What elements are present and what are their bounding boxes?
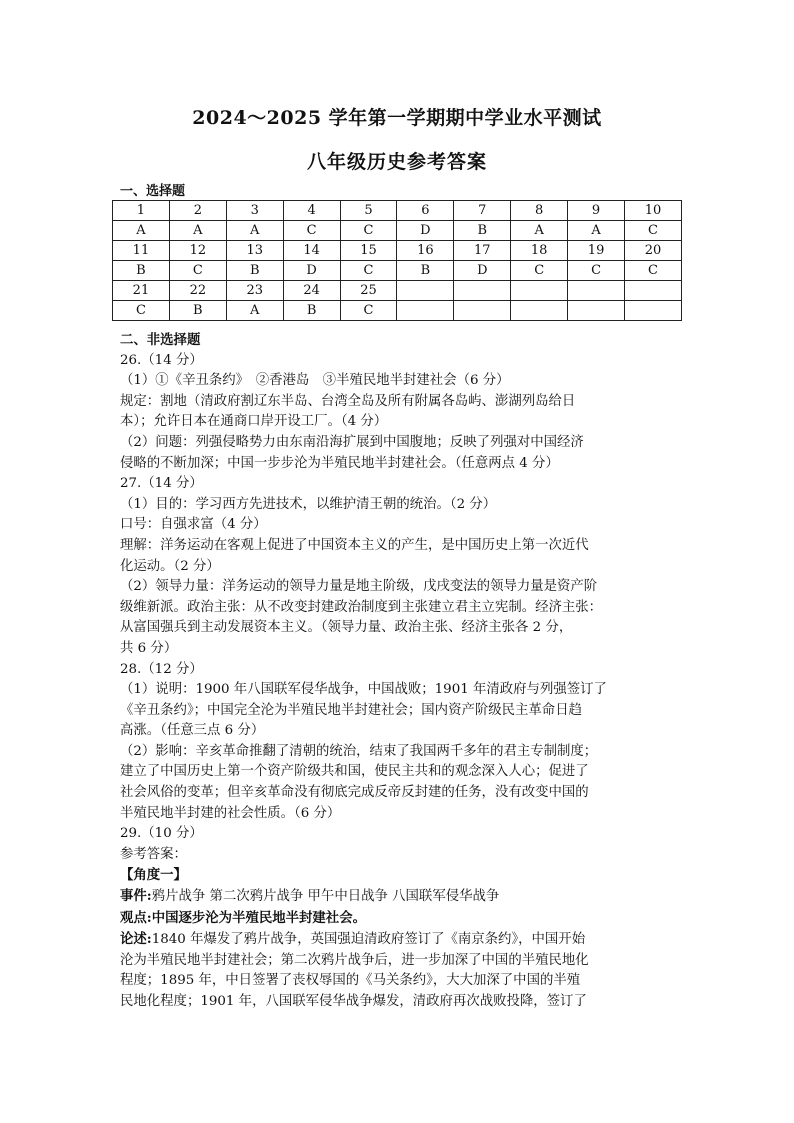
answer-line: 口号：自强求富（4 分） — [120, 517, 267, 533]
answer-table-cell: 3 — [226, 201, 283, 221]
answer-table-cell: 15 — [340, 241, 397, 261]
answer-table-cell: 8 — [511, 201, 568, 221]
answer-table-cell: 9 — [568, 201, 625, 221]
page-title: 2024～2025 学年第一学期期中学业水平测试 — [192, 107, 602, 129]
answer-line: （2）问题：列强侵略势力由东南沿海扩展到中国腹地；反映了列强对中国经济 — [120, 434, 584, 450]
answer-table-cell: 12 — [169, 241, 226, 261]
answer-line: 化运动。（2 分） — [120, 558, 220, 574]
answer-table-cell: C — [511, 261, 568, 281]
answer-table-cell: 22 — [169, 281, 226, 301]
argument-text: 1840 年爆发了鸦片战争，英国强迫清政府签订了《南京条约》，中国开始 — [151, 932, 586, 948]
argument-line — [120, 971, 690, 992]
section-heading-choice: 一、选择题 — [120, 184, 186, 199]
argument-line — [120, 992, 690, 1013]
answer-table-cell: 1 — [113, 201, 170, 221]
answer-line: 27.（14 分） — [120, 476, 203, 492]
answer-line: （2）领导力量：洋务运动的领导力量是地主阶级，戊戌变法的领导力量是资产阶 — [120, 579, 598, 595]
answer-table-cell: C — [169, 261, 226, 281]
argument-line — [120, 929, 690, 951]
answer-table-cell: 4 — [283, 201, 340, 221]
view-line — [120, 908, 690, 930]
argument-lines — [120, 929, 690, 1012]
answer-table-cell: D — [454, 261, 511, 281]
answer-line: 侵略的不断加深；中国一步步沦为半殖民地半封建社会。（任意两点 4 分） — [120, 455, 559, 471]
answer-table-cell: 7 — [454, 201, 511, 221]
answer-table-cell: 21 — [113, 281, 170, 301]
answer-line: （1）①《辛丑条约》 ②香港岛 ③半殖民地半封建社会（6 分） — [120, 373, 510, 389]
answer-table-cell — [568, 301, 625, 321]
answer-table-row — [113, 301, 682, 321]
answer-line: 【角度一】 — [120, 867, 187, 884]
answer-table-row — [113, 241, 682, 261]
answer-line: 半殖民地半封建的社会性质。（6 分） — [120, 805, 341, 821]
page-subtitle: 八年级历史参考答案 — [306, 151, 487, 173]
answer-table-cell: 11 — [113, 241, 170, 261]
argument-line — [120, 951, 690, 972]
section-heading-nonchoice: 二、非选择题 — [120, 332, 201, 348]
answer-line: 26.（14 分） — [120, 352, 203, 368]
answer-table-cell: C — [283, 221, 340, 241]
view-label: 观点: — [120, 909, 152, 926]
events-line — [120, 886, 690, 908]
answer-line: 高涨。（任意三点 6 分） — [120, 723, 265, 739]
answer-table-cell: 24 — [283, 281, 340, 301]
events-label: 事件: — [120, 888, 152, 905]
answer-table-cell: A — [226, 221, 283, 241]
answer-line: 本）；允许日本在通商口岸开设工厂。（4 分） — [120, 414, 388, 430]
events-text: 鸦片战争 第二次鸦片战争 甲午中日战争 八国联军侵华战争 — [151, 889, 500, 905]
answer-line: （2）影响：辛亥革命推翻了清朝的统治，结束了我国两千多年的君主专制制度； — [120, 743, 598, 759]
answer-table-cell: 19 — [568, 241, 625, 261]
answer-table-row — [113, 261, 682, 281]
argument-text: 民地化程度；1901 年，八国联军侵华战争爆发，清政府再次战败投降，签订了 — [120, 994, 587, 1009]
view-text: 中国逐步沦为半殖民地半封建社会。 — [151, 909, 366, 926]
answer-body — [120, 330, 690, 1013]
answer-table-cell: B — [113, 261, 170, 281]
answer-table-cell: 10 — [625, 201, 682, 221]
answer-table-row — [113, 281, 682, 301]
answer-table-cell: 2 — [169, 201, 226, 221]
answer-table-cell: 18 — [511, 241, 568, 261]
answer-line: 规定：割地（清政府割辽东半岛、台湾全岛及所有附属各岛屿、澎湖列岛给日 — [120, 393, 576, 409]
answer-lines — [120, 351, 690, 886]
argument-text: 沦为半殖民地半封建社会；第二次鸦片战争后，进一步加深了中国的半殖民地化 — [120, 952, 589, 968]
answer-table — [112, 200, 682, 321]
answer-table-cell: 16 — [397, 241, 454, 261]
answer-table-cell: C — [113, 301, 170, 321]
answer-line: 建立了中国历史上第一个资产阶级共和国，使民主共和的观念深入人心；促进了 — [120, 764, 589, 780]
answer-line: 《辛丑条约》；中国完全沦为半殖民地半封建社会；国内资产阶级民主革命日趋 — [120, 702, 582, 718]
answer-table-cell: A — [226, 301, 283, 321]
answer-table-cell: C — [625, 261, 682, 281]
argument-text: 程度；1895 年，中日签署了丧权辱国的《马关条约》，大大加深了中国的半殖 — [120, 973, 581, 989]
answer-table-cell: 17 — [454, 241, 511, 261]
answer-table-cell: 23 — [226, 281, 283, 301]
answer-line: 理解：洋务运动在客观上促进了中国资本主义的产生，是中国历史上第一次近代 — [120, 537, 589, 553]
answer-table-cell: 6 — [397, 201, 454, 221]
answer-table-cell: C — [568, 261, 625, 281]
answer-table-cell: B — [397, 261, 454, 281]
answer-line: （1）目的：学习西方先进技术，以维护清王朝的统治。（2 分） — [120, 496, 497, 512]
answer-table-cell — [625, 281, 682, 301]
answer-table-cell: A — [511, 221, 568, 241]
answer-table-cell — [511, 301, 568, 321]
answer-table-cell: B — [169, 301, 226, 321]
answer-table-cell: A — [568, 221, 625, 241]
answer-line: （1）说明：1900 年八国联军侵华战争，中国战败；1901 年清政府与列强签订了 — [120, 682, 607, 698]
answer-table-cell: A — [169, 221, 226, 241]
answer-table-cell — [397, 301, 454, 321]
answer-table-cell — [568, 281, 625, 301]
answer-line: 级维新派。政治主张：从不改变封建政治制度到主张建立君主立宪制。经济主张： — [120, 599, 603, 615]
answer-table-cell: A — [113, 221, 170, 241]
answer-line: 社会风俗的变革；但辛亥革命没有彻底完成反帝反封建的任务，没有改变中国的 — [120, 785, 589, 801]
argument-label: 论述: — [120, 931, 152, 948]
answer-table-row — [113, 221, 682, 241]
answer-table-cell: B — [226, 261, 283, 281]
answer-table-cell — [511, 281, 568, 301]
answer-table-cell: C — [625, 221, 682, 241]
answer-table-cell — [625, 301, 682, 321]
answer-line: 29.（10 分） — [120, 826, 203, 842]
answer-line: 共 6 分） — [120, 640, 178, 656]
answer-table-cell: C — [340, 221, 397, 241]
answer-table-cell: C — [340, 301, 397, 321]
answer-table-cell — [454, 301, 511, 321]
answer-table-cell: 13 — [226, 241, 283, 261]
answer-table-cell: 25 — [340, 281, 397, 301]
answer-line: 参考答案： — [120, 846, 187, 862]
answer-table-cell: C — [340, 261, 397, 281]
answer-table-cell: 5 — [340, 201, 397, 221]
answer-table-cell: B — [283, 301, 340, 321]
answer-table-cell — [397, 281, 454, 301]
answer-table-cell: 20 — [625, 241, 682, 261]
answer-line: 从富国强兵到主动发展资本主义。（领导力量、政治主张、经济主张各 2 分， — [120, 620, 573, 636]
answer-table-cell: D — [283, 261, 340, 281]
answer-table-cell: B — [454, 221, 511, 241]
answer-table-cell: 14 — [283, 241, 340, 261]
answer-table-cell — [454, 281, 511, 301]
answer-line: 28.（12 分） — [120, 661, 203, 677]
answer-table-row — [113, 201, 682, 221]
answer-table-cell: D — [397, 221, 454, 241]
